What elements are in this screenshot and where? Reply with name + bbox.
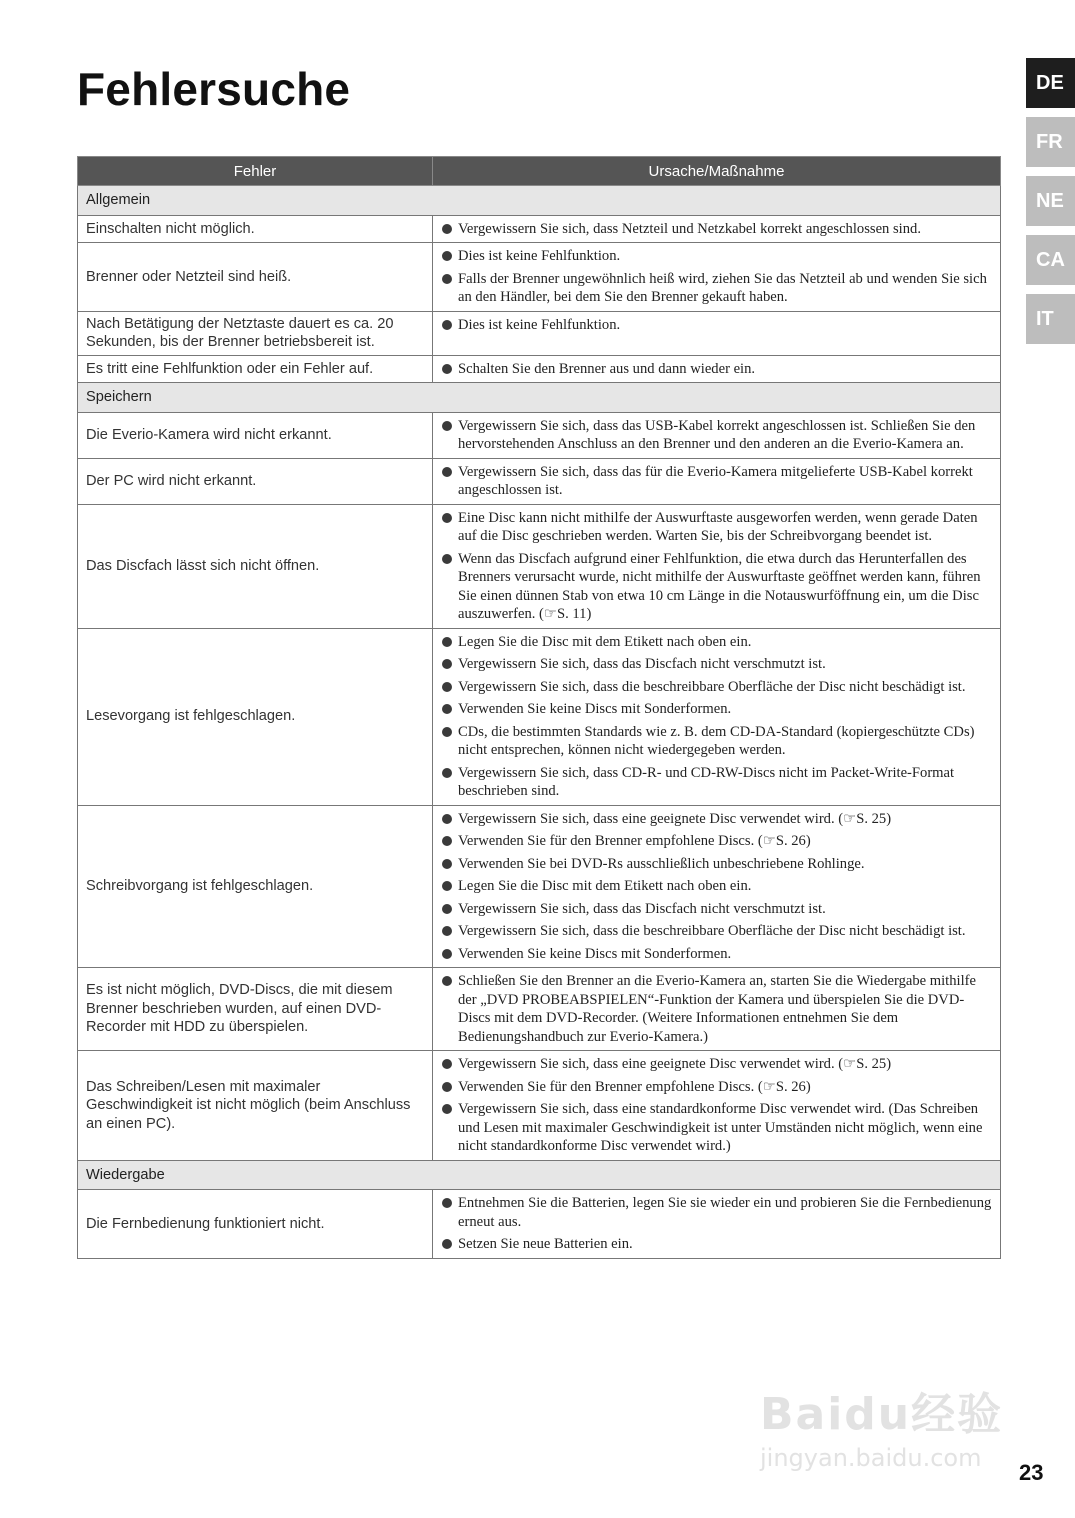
list-item [441,700,992,719]
problem-cell: Das Schreiben/Lesen mit maximaler Geschwindigkeit ist nicht möglich (beim Anschluss an einen PC). [78,1051,433,1161]
remedy-text: Verwenden Sie keine Discs mit Sonderformen. [458,701,732,717]
remedy-text: Dies ist keine Fehlfunktion. [458,316,621,333]
bullet-icon [442,682,452,692]
bullet-icon [442,976,452,986]
remedy-list [441,509,992,624]
list-item [441,1055,992,1074]
remedy-cell [433,628,1001,805]
problem-cell: Einschalten nicht möglich. [78,215,433,243]
remedy-text: Verwenden Sie für den Brenner empfohlene Discs. (☞S. 26) [458,833,811,849]
remedy-text: Wenn das Discfach aufgrund einer Fehlfunktion, die etwa durch das Herunterfallen des Brenners verursacht wurde, nicht mithilfe der Auswurftaste geöffnet werden kann, führen Sie einen dünnen Stab von etwa 10 cm Länge in die Notauswurföffnung ein, um die Disc auszuwerfen. (☞S. 11) [458,550,981,622]
page-title: Fehlersuche [77,63,351,115]
problem-cell: Es ist nicht möglich, DVD-Discs, die mit diesem Brenner beschrieben wurden, auf einen DVD-Recorder mit HDD zu überspielen. [78,968,433,1051]
list-item [441,877,992,896]
bullet-icon [442,836,452,846]
table-row [78,458,1001,504]
language-tab-it[interactable]: IT [1026,294,1075,344]
remedy-cell [433,458,1001,504]
bullet-icon [442,467,452,477]
list-item [441,655,992,674]
bullet-icon [442,859,452,869]
page-number: 23 [1019,1460,1044,1485]
list-item [441,832,992,851]
problem-cell: Die Everio-Kamera wird nicht erkannt. [78,412,433,458]
problem-cell: Schreibvorgang ist fehlgeschlagen. [78,805,433,968]
bullet-icon [442,704,452,714]
remedy-list [441,810,992,964]
list-item [441,810,992,829]
remedy-text: Verwenden Sie keine Discs mit Sonderformen. [458,945,732,962]
list-item [441,922,992,941]
table-row [78,412,1001,458]
list-item [441,1078,992,1097]
problem-cell: Lesevorgang ist fehlgeschlagen. [78,628,433,805]
remedy-text: Legen Sie die Disc mit dem Etikett nach oben ein. [458,633,752,650]
bullet-icon [442,224,452,234]
remedy-text: Vergewissern Sie sich, dass eine geeignete Disc verwendet wird. (☞S. 25) [458,1056,892,1072]
remedy-cell [433,215,1001,243]
remedy-text: Vergewissern Sie sich, dass Netzteil und Netzkabel korrekt angeschlossen sind. [458,220,921,237]
language-tab-ca[interactable]: CA [1026,235,1075,285]
list-item [441,509,992,546]
bullet-icon [442,251,452,261]
problem-cell: Nach Betätigung der Netztaste dauert es ca. 20 Sekunden, bis der Brenner betriebsbereit ist. [78,311,433,355]
problem-cell: Das Discfach lässt sich nicht öffnen. [78,504,433,628]
language-tab-fr[interactable]: FR [1026,117,1075,167]
problem-cell: Brenner oder Netzteil sind heiß. [78,243,433,312]
table-row [78,968,1001,1051]
remedy-cell [433,355,1001,383]
table-row [78,805,1001,968]
language-tabs [1026,58,1075,353]
table-row [78,355,1001,383]
remedy-list [441,220,992,239]
bullet-icon [442,727,452,737]
remedy-text: Verwenden Sie für den Brenner empfohlene Discs. (☞S. 26) [458,1078,811,1095]
bullet-icon [442,1198,452,1208]
problem-cell: Es tritt eine Fehlfunktion oder ein Fehler auf. [78,355,433,383]
list-item [441,316,992,335]
bullet-icon [442,1239,452,1249]
remedy-text: Vergewissern Sie sich, dass das für die Everio-Kamera mitgelieferte USB-Kabel korrekt angeschlossen ist. [458,463,973,498]
remedy-text: Vergewissern Sie sich, dass die beschreibbare Oberfläche der Disc nicht beschädigt ist. [458,923,966,939]
remedy-cell [433,1051,1001,1161]
remedy-text: Vergewissern Sie sich, dass CD-R- und CD-RW-Discs nicht im Packet-Write-Format beschrieben sind. [458,764,955,799]
bullet-icon [442,1082,452,1092]
list-item [441,550,992,624]
remedy-list [441,360,992,379]
section-title: Speichern [78,383,1001,413]
bullet-icon [442,926,452,936]
table-row [78,1190,1001,1259]
remedy-list [441,316,992,335]
list-item [441,723,992,760]
section-title: Allgemein [78,186,1001,216]
bullet-icon [442,659,452,669]
list-item [441,945,992,964]
remedy-text: Falls der Brenner ungewöhnlich heiß wird, ziehen Sie das Netzteil ab und wenden Sie sich an den Händler, bei dem Sie den Brenner gekauft haben. [458,270,987,305]
remedy-text: Vergewissern Sie sich, dass das Discfach nicht verschmutzt ist. [458,656,826,672]
section-row [78,1160,1001,1190]
remedy-text: Vergewissern Sie sich, dass das Discfach nicht verschmutzt ist. [458,900,826,917]
remedy-cell [433,805,1001,968]
remedy-cell [433,311,1001,355]
remedy-cell [433,243,1001,312]
remedy-text: Vergewissern Sie sich, dass eine geeignete Disc verwendet wird. (☞S. 25) [458,810,892,827]
remedy-cell [433,412,1001,458]
list-item [441,220,992,239]
bullet-icon [442,554,452,564]
list-item [441,900,992,919]
remedy-text: Vergewissern Sie sich, dass eine standardkonforme Disc verwendet wird. (Das Schreiben und Lesen mit maximaler Geschwindigkeit ist unter Umständen nicht möglich, wenn eine nicht standardkonforme Disc verwendet wird.) [458,1101,983,1154]
section-row [78,383,1001,413]
remedy-list [441,463,992,500]
remedy-text: Verwenden Sie bei DVD-Rs ausschließlich unbeschriebene Rohlinge. [458,855,865,872]
list-item [441,417,992,454]
bullet-icon [442,513,452,523]
remedy-text: Schalten Sie den Brenner aus und dann wieder ein. [458,360,756,377]
watermark-url: jingyan.baidu.com [760,1444,982,1472]
list-item [441,633,992,652]
remedy-cell [433,968,1001,1051]
remedy-list [441,972,992,1046]
table-row [78,311,1001,355]
remedy-text: Entnehmen Sie die Batterien, legen Sie sie wieder ein und probieren Sie die Fernbedienung erneut aus. [458,1195,992,1230]
list-item [441,270,992,307]
bullet-icon [442,1104,452,1114]
remedy-text: Schließen Sie den Brenner an die Everio-Kamera an, starten Sie die Wiedergabe mithilfe der „DVD PROBEABSPIELEN“-Funktion der Kamera und überspielen Sie die DVD-Discs mit dem DVD-Recorder. (Weitere Informationen entnehmen Sie dem Bedienungshandbuch zur Everio-Kamera.) [458,973,976,1045]
remedy-cell [433,504,1001,628]
remedy-cell [433,1190,1001,1259]
remedy-list [441,1055,992,1156]
column-header-fehler: Fehler [78,157,433,186]
remedy-list [441,633,992,801]
remedy-text: Vergewissern Sie sich, dass das USB-Kabel korrekt angeschlossen ist. Schließen Sie den hervorstehenden Anschluss an den Brenner und den anderen an die Everio-Kamera an. [458,417,976,452]
column-header-ursache: Ursache/Maßnahme [433,157,1001,186]
bullet-icon [442,364,452,374]
table-row [78,243,1001,312]
list-item [441,1100,992,1156]
list-item [441,678,992,697]
list-item [441,972,992,1046]
list-item [441,764,992,801]
table-row [78,628,1001,805]
section-title: Wiedergabe [78,1160,1001,1190]
remedy-list [441,417,992,454]
baidu-watermark [760,1378,1010,1478]
language-tab-ne[interactable]: NE [1026,176,1075,226]
problem-cell: Die Fernbedienung funktioniert nicht. [78,1190,433,1259]
bullet-icon [442,814,452,824]
bullet-icon [442,274,452,284]
list-item [441,1235,992,1254]
table-row [78,215,1001,243]
list-item [441,247,992,266]
problem-cell: Der PC wird nicht erkannt. [78,458,433,504]
list-item [441,855,992,874]
remedy-text: CDs, die bestimmten Standards wie z. B. dem CD-DA-Standard (kopiergeschützte CDs) nicht entsprechen, können nicht wiedergegeben werden. [458,723,975,758]
table-header-row [78,157,1001,186]
language-tab-de[interactable]: DE [1026,58,1075,108]
remedy-text: Dies ist keine Fehlfunktion. [458,248,621,264]
list-item [441,360,992,379]
troubleshooting-table [77,156,1001,1259]
remedy-text: Setzen Sie neue Batterien ein. [458,1236,633,1252]
remedy-list [441,1194,992,1254]
remedy-list [441,247,992,307]
section-row [78,186,1001,216]
bullet-icon [442,949,452,959]
bullet-icon [442,881,452,891]
bullet-icon [442,320,452,330]
list-item [441,463,992,500]
bullet-icon [442,421,452,431]
list-item [441,1194,992,1231]
table-row [78,1051,1001,1161]
bullet-icon [442,1059,452,1069]
remedy-text: Legen Sie die Disc mit dem Etikett nach oben ein. [458,878,752,894]
table-row [78,504,1001,628]
bullet-icon [442,904,452,914]
watermark-logo: Baidu经验 [760,1389,1004,1440]
bullet-icon [442,768,452,778]
bullet-icon [442,637,452,647]
remedy-text: Eine Disc kann nicht mithilfe der Auswurftaste ausgeworfen werden, wenn gerade Daten auf die Disc geschrieben werden. Warten Sie, bis der Schreibvorgang beendet ist. [458,509,978,544]
remedy-text: Vergewissern Sie sich, dass die beschreibbare Oberfläche der Disc nicht beschädigt ist. [458,678,966,695]
